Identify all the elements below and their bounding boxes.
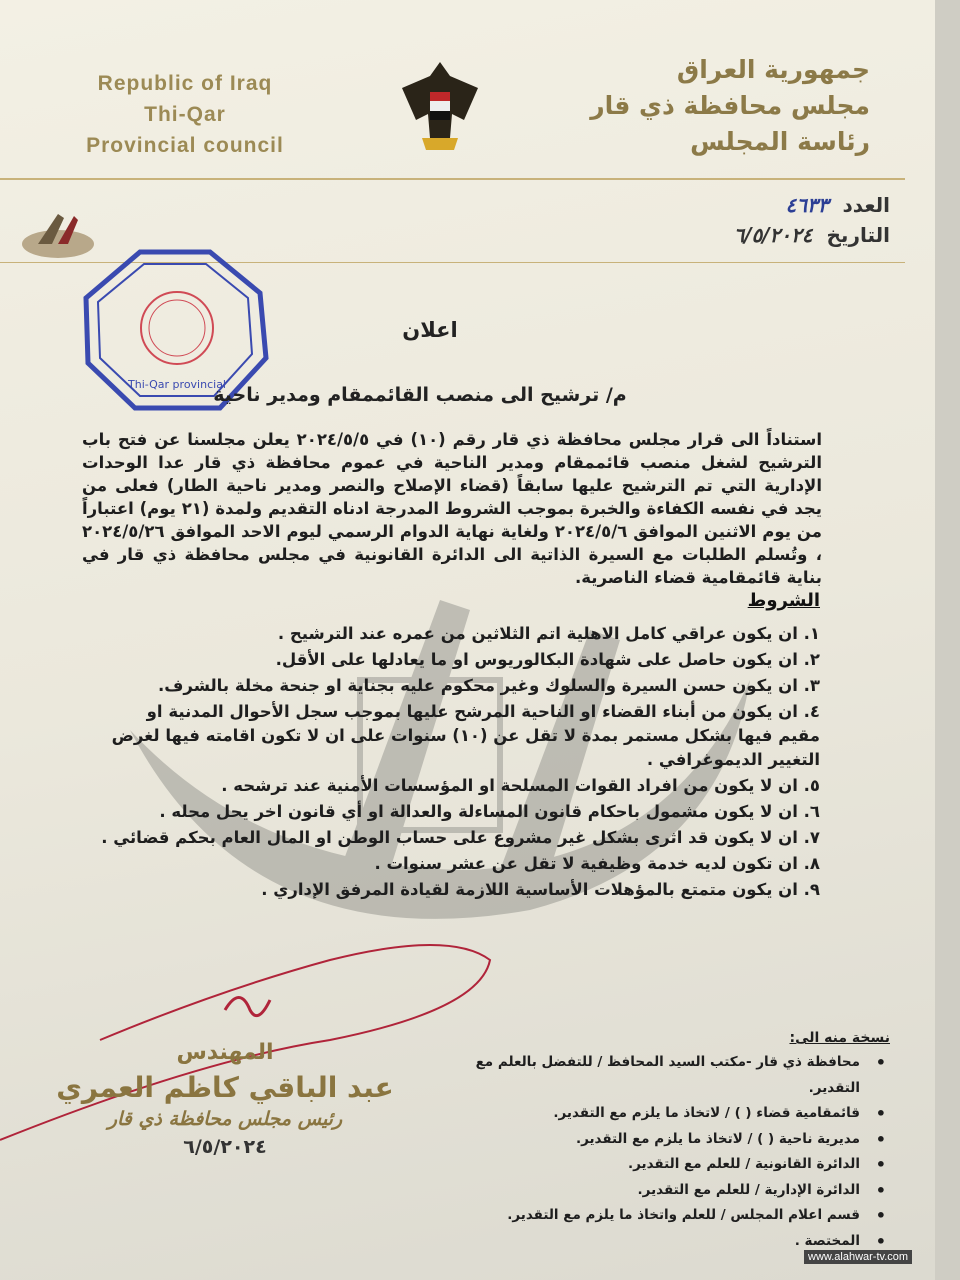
copy-recipient: • مديرية ناحية ( ) / لاتخاذ ما يلزم مع التقدير. (470, 1127, 890, 1153)
copy-recipient: • محافظة ذي قار -مكتب السيد المحافظ / للتفضل بالعلم مع التقدير. (470, 1050, 890, 1101)
header-divider (0, 178, 905, 180)
copy-recipient: • الدائرة الإدارية / للعلم مع التقدير. (470, 1178, 890, 1204)
signatory-name: عبد الباقي كاظم العمري (56, 1071, 394, 1104)
condition-item: ٥. ان لا يكون من افراد القوات المسلحة او المؤسسات الأمنية عند ترشحه . (221, 776, 820, 795)
letterhead-en-line: Thi-Qar (144, 103, 226, 126)
arabic-letterhead (580, 52, 870, 160)
signature-block (55, 1040, 395, 1158)
announcement-title: اعلان (402, 318, 458, 342)
condition-item: ٤. ان يكون من أبناء القضاء او الناحية المرشح عليها بموجب سجل الأحوال المدنية او مقيم فيها بشكل مستمر بمدة لا تقل عن (١٠) سنوات على ان لا تكون اقامته فيها لغرض التغيير الديموغرافي . (111, 702, 820, 769)
source-watermark-url: www.alahwar-tv.com (804, 1250, 912, 1264)
letterhead-en-line: Republic of Iraq (97, 72, 273, 95)
copy-recipient: • قائمقامية قضاء ( ) / لاتخاذ ما يلزم مع التقدير. (470, 1101, 890, 1127)
condition-item: ٢. ان يكون حاصل على شهادة البكالوريوس او ما يعادلها على الأقل. (275, 650, 820, 669)
condition-item: ٦. ان لا يكون مشمول باحكام قانون المساءلة والعدالة او أي قانون اخر يحل محله . (159, 802, 820, 821)
condition-item: ٩. ان يكون متمتع بالمؤهلات الأساسية اللازمة لقيادة المرفق الإداري . (261, 880, 820, 899)
conditions-heading: الشروط (747, 590, 820, 611)
copies-heading: نسخة منه الى: (789, 1030, 890, 1046)
date-value: ٦/٥/٢٠٢٤ (733, 223, 813, 247)
signatory-title: المهندس (176, 1040, 274, 1065)
iraq-eagle-emblem-icon (400, 58, 480, 153)
condition-item: ٣. ان يكون حسن السيرة والسلوك وغير محكوم عليه بجناية او جنحة مخلة بالشرف. (158, 676, 820, 695)
condition-item: ١. ان يكون عراقي كامل الاهلية اتم الثلاثين من عمره عند الترشيح . (277, 624, 820, 643)
number-value: ٤٦٣٣ (785, 193, 829, 217)
copy-recipient: • الدائرة القانونية / للعلم مع التقدير. (470, 1152, 890, 1178)
letterhead-ar-line: مجلس محافظة ذي قار (590, 91, 870, 120)
conditions-list (100, 622, 820, 904)
svg-text:Thi-Qar provincial: Thi-Qar provincial (128, 378, 226, 391)
copies-to-block (470, 1030, 890, 1254)
condition-item: ٧. ان لا يكون قد اثرى بشكل غير مشروع على حساب الوطن او المال العام بحكم قضائي . (101, 828, 820, 847)
letterhead-en-line: Provincial council (86, 134, 284, 157)
subject-line: م/ ترشيح الى منصب القائممقام ومدير ناحية (213, 384, 627, 406)
reference-block (680, 190, 890, 250)
announcement-body: استناداً الى قرار مجلس محافظة ذي قار رقم (١٠) في ٢٠٢٤/٥/٥ يعلن مجلسنا عن فتح باب الترشيح لشغل منصب قائممقام ومدير الناحية في عموم محافظة ذي قار عدا الوحدات الإدارية التي تم الترشيح عليها سابقاً (قضاء الإصلاح والنصر ومدير ناحية الطار) فعلى من يجد في نفسه الكفاءة والخبرة بموجب الشروط المدرجة ادناه التقديم ولمدة (٢١ يوم) اعتباراً من يوم الاثنين الموافق ٢٠٢٤/٥/٦ ولغاية نهاية الدوام الرسمي ليوم الاحد الموافق ٢٠٢٤/٥/٢٦ ، وتُسلم الطلبات مع السيرة الذاتية الى الدائرة القانونية في مجلس محافظة ذي قار في بناية قائمقامية قضاء الناصرية. (82, 430, 822, 587)
date-label: التاريخ (826, 223, 890, 247)
condition-item: ٨. ان تكون لديه خدمة وظيفية لا تقل عن عشر سنوات . (374, 854, 820, 873)
letterhead-ar-line: رئاسة المجلس (690, 127, 870, 156)
english-letterhead (70, 68, 300, 161)
copy-recipient: • قسم اعلام المجلس / للعلم واتخاذ ما يلزم مع التقدير. (470, 1203, 890, 1229)
number-label: العدد (842, 193, 890, 217)
copy-recipient: • المختصة . (470, 1229, 890, 1255)
signatory-position: رئيس مجلس محافظة ذي قار (107, 1108, 343, 1130)
signature-date: ٦/٥/٢٠٢٤ (183, 1136, 267, 1158)
letterhead-ar-line: جمهورية العراق (676, 55, 870, 84)
paper-edge (935, 0, 960, 1280)
